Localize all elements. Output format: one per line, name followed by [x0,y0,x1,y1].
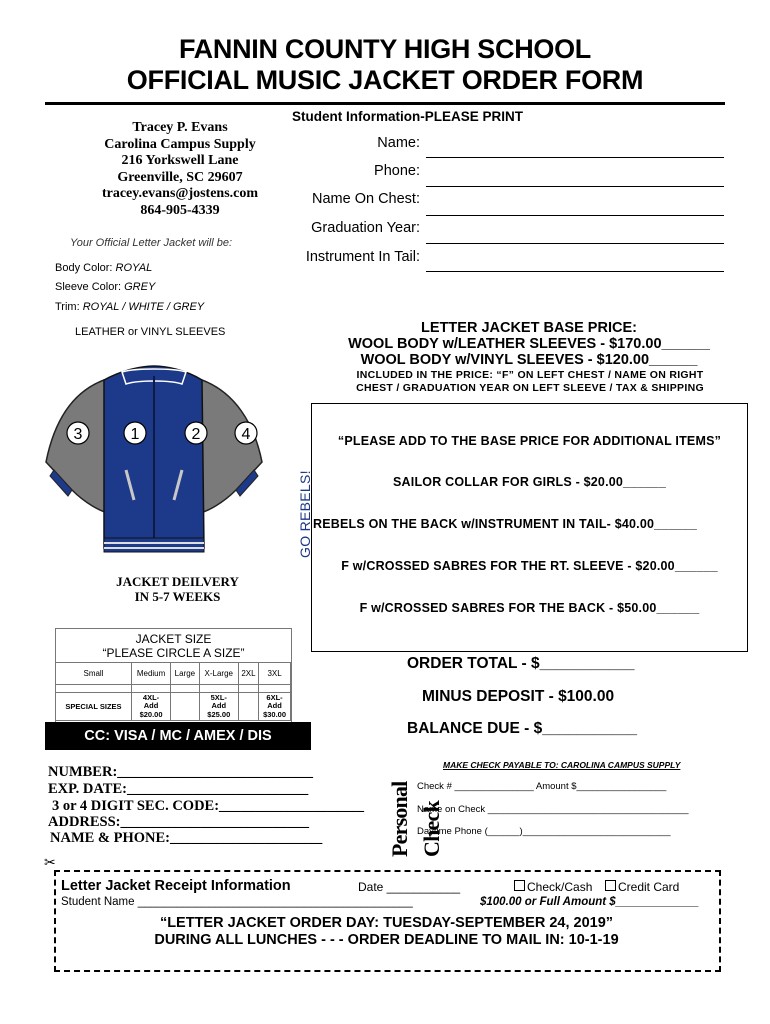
receipt-student-name-field[interactable]: Student Name ___________________________________________ [61,896,413,908]
included-line1: INCLUDED IN THE PRICE: “F” ON LEFT CHEST / NAME ON RIGHT [356,369,704,381]
size-3xl[interactable]: 3XL [259,663,291,685]
supplier-name: Tracey P. Evans [132,120,228,135]
order-total[interactable]: ORDER TOTAL - $___________ [407,655,635,672]
size-medium[interactable]: Medium [131,663,170,685]
name-on-check-field[interactable]: Name on Check ______________________________________ [417,804,689,815]
trim-color [55,301,204,313]
addon-sabres-sleeve[interactable]: F w/CROSSED SABRES FOR THE RT. SLEEVE - $20.00______ [341,559,718,573]
daytime-phone-field[interactable]: Daytime Phone (______)____________________________ [417,826,671,837]
check-number-amount-field[interactable]: Check # _______________ Amount $_________________ [417,781,667,792]
name-label: Name: [377,135,420,151]
instrument-label: Instrument In Tail: [305,249,420,265]
card-number-field[interactable]: NUMBER:___________________________ [48,764,314,780]
check-cash-label: Check/Cash [527,880,593,894]
size-6xl[interactable]: 6XL- Add $30.00 [259,693,291,721]
name-on-chest-label: Name On Chest: [312,191,420,207]
right-sleeve [191,380,262,514]
card-address-field[interactable]: ADDRESS:__________________________ [48,814,310,830]
special-empty-1 [171,693,200,721]
order-day-notice [54,915,719,949]
size-large[interactable]: Large [171,663,200,685]
size-2xl[interactable]: 2XL [238,663,258,685]
check-cash-option[interactable] [514,880,592,894]
card-exp-field[interactable]: EXP. DATE:_________________________ [48,781,309,797]
check-cash-checkbox[interactable] [514,880,525,891]
addons-heading: “PLEASE ADD TO THE BASE PRICE FOR ADDITIONAL ITEMS” [337,434,722,448]
sleeve-color-value: GREY [124,281,156,293]
supplier-street: 216 Yorkswell Lane [121,153,239,168]
size-4xl[interactable]: 4XL- Add $20.00 [131,693,170,721]
scissors-icon: ✂ [44,854,56,870]
sleeve-color-label: Sleeve Color: [55,281,122,293]
base-price-heading: LETTER JACKET BASE PRICE: [421,320,637,336]
name-on-chest-field[interactable] [426,215,724,216]
receipt-title: Letter Jacket Receipt Information [61,878,291,894]
addon-sabres-back[interactable]: F w/CROSSED SABRES FOR THE BACK - $50.00______ [359,601,700,615]
receipt-date-field[interactable]: Date ___________ [358,880,461,894]
balance-due[interactable]: BALANCE DUE - $___________ [407,720,638,737]
included-line2: CHEST / GRADUATION YEAR ON LEFT SLEEVE / TAX & SHIPPING [356,382,704,394]
supplier-email[interactable]: tracey.evans@jostens.com [101,186,259,201]
credit-card-checkbox[interactable] [605,880,616,891]
sleeves-note: LEATHER or VINYL SLEEVES [75,326,226,338]
marker-3-label: 3 [73,426,83,443]
sleeve-color [55,281,155,293]
included-note [318,369,742,395]
credit-card-label: Credit Card [618,880,680,894]
addon-rebels-back[interactable]: REBELS ON THE BACK w/INSTRUMENT IN TAIL- $40.00______ [313,517,698,531]
supplier-phone: 864-905-4339 [140,202,220,218]
supplier-company: Carolina Campus Supply [104,136,256,152]
body-color [55,262,152,274]
size-heading-line2: “PLEASE CIRCLE A SIZE” [102,646,245,660]
jacket-spec-intro: Your Official Letter Jacket will be: [70,237,233,249]
size-xlarge[interactable]: X-Large [199,663,238,685]
base-price-block [330,320,728,368]
trim-value: ROYAL / WHITE / GREY [82,301,205,313]
size-5xl[interactable]: 5XL- Add $25.00 [199,693,238,721]
credit-card-banner: CC: VISA / MC / AMEX / DIS [45,722,311,750]
delivery-note [60,574,295,604]
minus-deposit: MINUS DEPOSIT - $100.00 [422,688,615,705]
graduation-year-label: Graduation Year: [311,220,420,236]
card-sec-code-field[interactable]: 3 or 4 DIGIT SEC. CODE:____________________ [52,798,365,814]
body-color-value: ROYAL [115,262,153,274]
special-sizes-label: SPECIAL SIZES [56,693,132,721]
addon-sailor-collar[interactable]: SAILOR COLLAR FOR GIRLS - $20.00______ [393,475,666,489]
marker-4-label: 4 [241,426,251,443]
order-day-line: “LETTER JACKET ORDER DAY: TUESDAY-SEPTEMBER 24, 2019” [159,915,614,931]
go-rebels-text: GO REBELS! [297,470,313,558]
card-name-phone-field[interactable]: NAME & PHONE:_____________________ [50,830,323,846]
header-divider [45,102,725,105]
size-small[interactable]: Small [56,663,132,685]
size-heading-line1: JACKET SIZE [135,632,212,646]
phone-field[interactable] [426,186,724,187]
jacket-illustration [42,362,267,564]
supplier-block [60,120,300,219]
supplier-city: Greenville, SC 29607 [117,169,243,185]
credit-card-option[interactable] [605,880,679,894]
order-deadline-line: DURING ALL LUNCHES - - - ORDER DEADLINE TO MAIL IN: 10-1-19 [154,932,619,948]
student-info-heading: Student Information-PLEASE PRINT [292,109,523,124]
instrument-field[interactable] [426,271,724,272]
graduation-year-field[interactable] [426,243,724,244]
waistband [104,538,204,552]
trim-label: Trim: [55,301,80,313]
form-title-line2: OFFICIAL MUSIC JACKET ORDER FORM [126,65,644,95]
form-title-line1: FANNIN COUNTY HIGH SCHOOL [178,34,591,64]
phone-label: Phone: [374,163,420,179]
name-field[interactable] [426,157,724,158]
delivery-line2: IN 5-7 WEEKS [134,589,221,604]
wool-leather-price: WOOL BODY w/LEATHER SLEEVES - $170.00______ [348,336,710,352]
receipt-payment-amount[interactable]: $100.00 or Full Amount $_____________ [480,896,699,908]
special-empty-2 [238,693,258,721]
check-payable-note: MAKE CHECK PAYABLE TO: CAROLINA CAMPUS SUPPLY [443,760,681,770]
size-panel [55,628,292,723]
marker-1-label: 1 [130,426,140,443]
wool-vinyl-price: WOOL BODY w/VINYL SLEEVES - $120.00______ [360,352,698,368]
size-table [55,662,291,721]
size-heading [56,632,291,660]
personal-check-label: Personal Check [387,781,444,857]
body-color-label: Body Color: [55,262,113,274]
delivery-line1: JACKET DEILVERY [116,574,239,589]
marker-2-label: 2 [191,426,201,443]
